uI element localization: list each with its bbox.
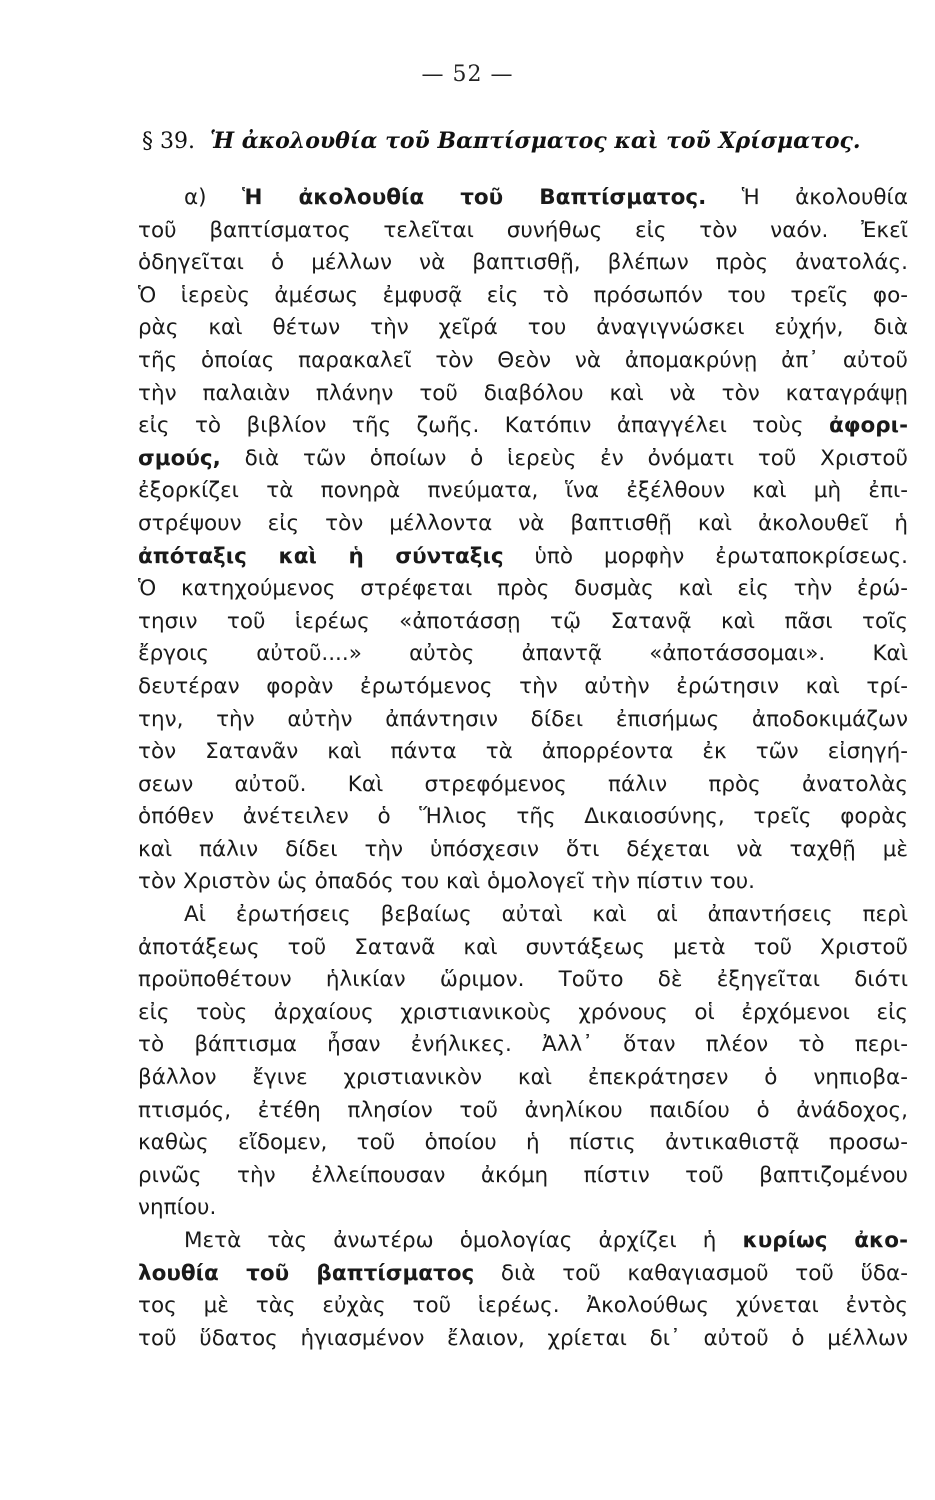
text-span: δευτέραν φορὰν ἐρωτόμενος τὴν αὐτὴν ἐρώτησιν καὶ τρί- [138,673,908,699]
text-line [138,215,908,248]
text-span: προϋποθέτουν ἡλικίαν ὥριμον. Τοῦτο δὲ ἐξηγεῖται διότι [138,967,908,993]
text-line [138,475,908,508]
text-span: τος μὲ τὰς εὐχὰς τοῦ ἱερέως. Ἀκολούθως χύνεται ἐντὸς [138,1293,908,1319]
text-line [138,801,908,834]
text-span: εἰς τὸ βιβλίον τῆς ζωῆς. Κατόπιν ἀπαγγέλει τοὺς [138,413,829,439]
body-text [138,182,908,1355]
text-line [138,671,908,704]
text-line [138,638,908,671]
section-title: Ἡ ἀκολουθία τοῦ Βαπτίσματος καὶ τοῦ Χρίσματος. [209,128,861,154]
text-span: ἔργοις αὐτοῦ....» αὐτὸς ἀπαντᾷ «ἀποτάσσομαι». Καὶ [138,641,908,667]
bold-term: λουθία τοῦ βαπτίσματος [138,1260,475,1286]
text-line [138,280,908,313]
text-line [138,736,908,769]
text-line [138,182,908,215]
text-line [138,1095,908,1128]
text-span: ἀποτάξεως τοῦ Σατανᾶ καὶ συντάξεως μετὰ τοῦ Χριστοῦ [138,934,908,960]
text-line [138,443,908,476]
text-line [138,1192,908,1225]
text-line [138,964,908,997]
text-span: τοῦ ὕδατος ἡγιασμένον ἔλαιον, χρίεται δι᾿ αὐτοῦ ὁ μέλλων [138,1325,908,1351]
text-span: τὴν παλαιὰν πλάνην τοῦ διαβόλου καὶ νὰ τὸν καταγράψῃ [138,380,908,406]
text-span: τὸν Χριστὸν ὡς ὀπαδός του καὶ ὁμολογεῖ τὴν πίστιν του. [138,869,755,895]
text-span: τῆς ὁποίας παρακαλεῖ τὸν Θεὸν νὰ ἀπομακρύνῃ ἀπ᾿ αὐτοῦ [138,347,908,373]
text-line [138,1323,908,1356]
text-line [138,769,908,802]
text-line [138,573,908,606]
text-line [138,1160,908,1193]
text-line [138,508,908,541]
text-span: σεων αὐτοῦ. Καὶ στρεφόμενος πάλιν πρὸς ἀνατολὰς [138,771,908,797]
text-span: ρὰς καὶ θέτων τὴν χεῖρά του ἀναγιγνώσκει εὐχήν, διὰ [138,315,908,341]
text-line [138,866,908,899]
text-line [138,541,908,574]
text-span: ρινῶς τὴν ἐλλείπουσαν ἀκόμη πίστιν τοῦ βαπτιζομένου [138,1162,908,1188]
text-line [138,932,908,965]
text-line [138,1062,908,1095]
text-span: πτισμός, ἐτέθη πλησίον τοῦ ἀνηλίκου παιδίου ὁ ἀνάδοχος, [138,1097,908,1123]
text-span: στρέψουν εἰς τὸν μέλλοντα νὰ βαπτισθῇ καὶ ἀκολουθεῖ ἡ [138,510,908,536]
text-span: Αἱ ἐρωτήσεις βεβαίως αὐταὶ καὶ αἱ ἀπαντήσεις περὶ [184,902,908,928]
text-line [138,410,908,443]
bold-term: ἀφορι- [828,413,908,439]
text-span: διὰ τῶν ὁποίων ὁ ἱερεὺς ἐν ὀνόματι τοῦ Χριστοῦ [220,445,908,471]
bold-term: κυρίως ἀκο- [742,1228,908,1253]
text-line [138,1290,908,1323]
text-span: νηπίου. [138,1195,217,1221]
text-span: τὸν Σατανᾶν καὶ πάντα τὰ ἀπορρέοντα ἐκ τῶν εἰσηγή- [138,739,908,765]
bold-term: σμούς, [138,445,221,471]
text-span: Ἡ ἀκολουθία [706,185,908,210]
section-number: § 39. [142,129,195,154]
text-span: τοῦ βαπτίσματος τελεῖται συνήθως εἰς τὸν ναόν. Ἐκεῖ [138,217,908,243]
text-span: ἐξορκίζει τὰ πονηρὰ πνεύματα, ἵνα ἐξέλθουν καὶ μὴ ἐπι- [138,478,908,504]
text-line [138,247,908,280]
text-span: καθὼς εἴδομεν, τοῦ ὁποίου ἡ πίστις ἀντικαθιστᾷ προσω- [138,1130,908,1156]
text-span: α) [184,185,242,210]
text-line [138,1258,908,1291]
text-line [138,1029,908,1062]
text-line [138,704,908,737]
text-line [138,997,908,1030]
text-span: βάλλον ἔγινε χριστιανικὸν καὶ ἐπεκράτησεν ὁ νηπιοβα- [138,1065,908,1091]
text-span: Μετὰ τὰς ἀνωτέρω ὁμολογίας ἀρχίζει ἡ [184,1228,743,1253]
text-span: τὸ βάπτισμα ἦσαν ἐνήλικες. Ἀλλ᾿ ὅταν πλέον τὸ περι- [138,1032,908,1058]
text-line [138,834,908,867]
text-span: Ὁ κατηχούμενος στρέφεται πρὸς δυσμὰς καὶ εἰς τὴν ἐρώ- [138,576,908,602]
text-line [138,606,908,639]
section-heading [142,128,922,154]
text-span: ὑπὸ μορφὴν ἐρωταποκρίσεως. [503,543,908,569]
text-span: ὁπόθεν ἀνέτειλεν ὁ Ἥλιος τῆς Δικαιοσύνης, τρεῖς φορὰς [138,804,908,830]
text-span: τησιν τοῦ ἱερέως «ἀποτάσσῃ τῷ Σατανᾷ καὶ πᾶσι τοῖς [138,608,908,634]
text-span: Ὁ ἱερεὺς ἀμέσως ἐμφυσᾷ εἰς τὸ πρόσωπόν του τρεῖς φο- [138,282,908,308]
text-span: καὶ πάλιν δίδει τὴν ὑπόσχεσιν ὅτι δέχεται νὰ ταχθῇ μὲ [138,836,908,862]
text-span: εἰς τοὺς ἀρχαίους χριστιανικοὺς χρόνους οἱ ἐρχόμενοι εἰς [138,999,908,1025]
bold-term: ἀπόταξις καὶ ἡ σύνταξις [138,543,504,569]
text-line [138,378,908,411]
text-span: την, τὴν αὐτὴν ἀπάντησιν δίδει ἐπισήμως ἀποδοκιμάζων [138,706,908,732]
text-line [138,312,908,345]
page-number: — 52 — [421,62,514,87]
text-line [138,1225,908,1258]
text-line [138,1127,908,1160]
bold-term: Ἡ ἀκολουθία τοῦ Βαπτίσματος. [241,185,707,210]
text-line [138,899,908,932]
text-span: διὰ τοῦ καθαγιασμοῦ τοῦ ὕδα- [474,1260,908,1286]
text-span: ὁδηγεῖται ὁ μέλλων νὰ βαπτισθῇ, βλέπων πρὸς ἀνατολάς. [138,250,908,276]
text-line [138,345,908,378]
